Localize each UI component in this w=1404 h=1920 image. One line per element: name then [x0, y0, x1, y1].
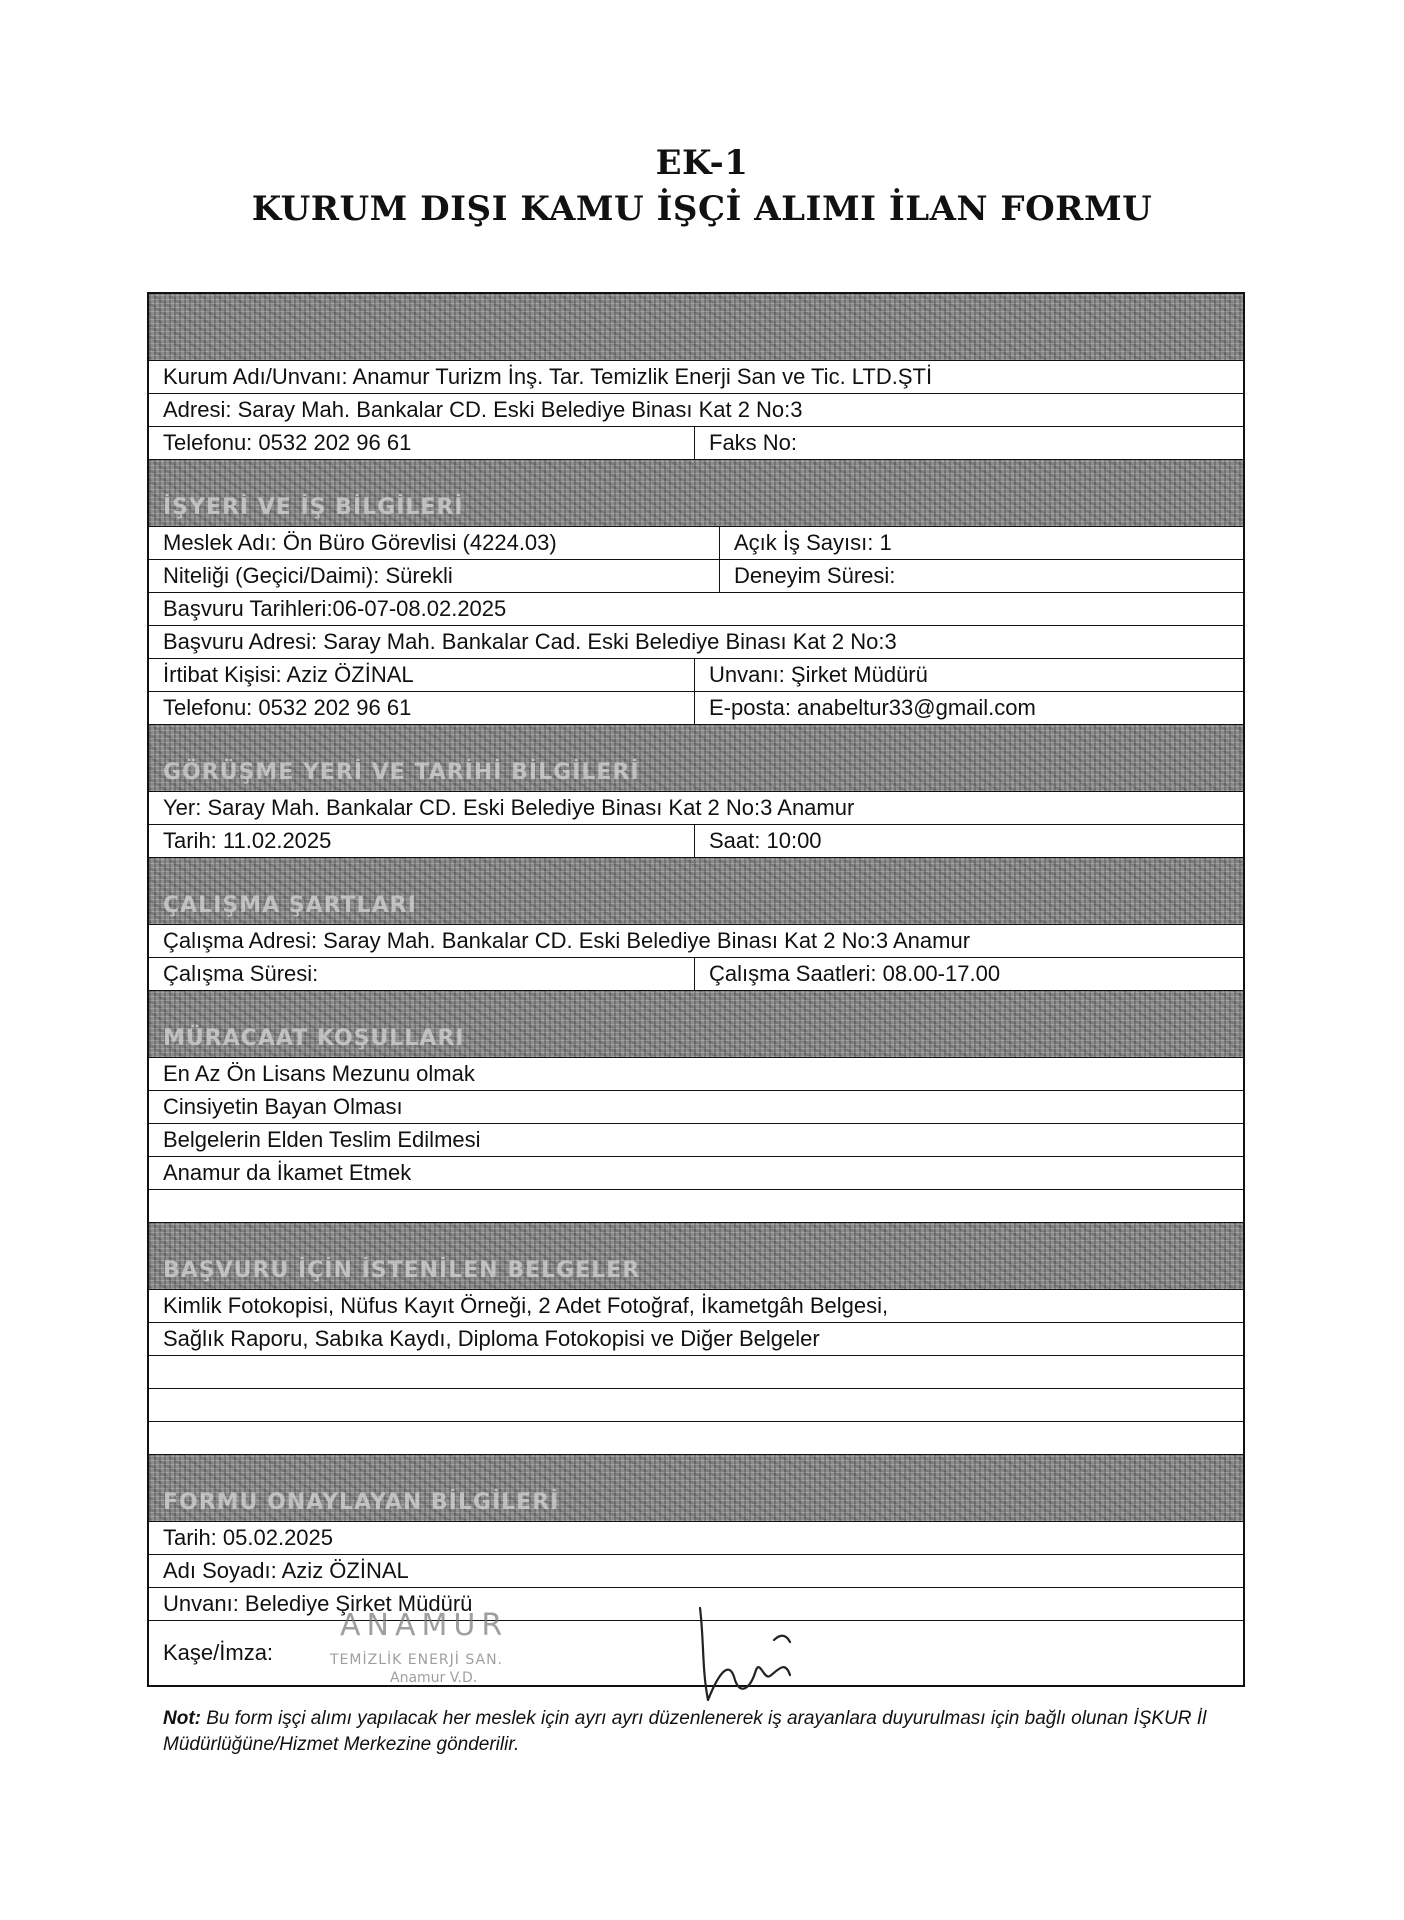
title-main: KURUM DIŞI KAMU İŞÇİ ALIMI İLAN FORMU — [251, 189, 1153, 229]
kurum-telefon: Telefonu: 0532 202 96 61 — [149, 427, 695, 459]
row-meslek — [149, 526, 1243, 559]
onay-tarih: Tarih: 05.02.2025 — [163, 1525, 334, 1550]
list-item — [149, 1090, 1243, 1123]
stamp-line-2: TEMİZLİK ENERJİ SAN. — [330, 1652, 504, 1668]
gorusme-tarih: Tarih: 11.02.2025 — [149, 825, 695, 857]
row-basvuru-tarihleri — [149, 592, 1243, 625]
gorusme-saat: Saat: 10:00 — [709, 828, 822, 853]
row-calisma-adres — [149, 924, 1243, 957]
kosul-2: Cinsiyetin Bayan Olması — [163, 1094, 403, 1119]
section-header-onay — [149, 1454, 1243, 1521]
form-note — [163, 1706, 1253, 1758]
section-label-belgeler: BAŞVURU İÇİN İSTENİLEN BELGELER — [163, 1258, 641, 1283]
irtibat-kisisi: İrtibat Kişisi: Aziz ÖZİNAL — [149, 659, 695, 691]
row-calisma-sure — [149, 957, 1243, 990]
nitelik: Niteliği (Geçici/Daimi): Sürekli — [149, 560, 720, 592]
kosul-3: Belgelerin Elden Teslim Edilmesi — [163, 1127, 481, 1152]
section-label-onay: FORMU ONAYLAYAN BİLGİLERİ — [163, 1490, 560, 1515]
note-text: Bu form işçi alımı yapılacak her meslek için ayrı ayrı düzenlenerek iş arayanlara duyurulması için bağlı olunan İŞKUR İl Müdürlüğüne/Hizmet Merkezine gönderilir. — [163, 1708, 1207, 1755]
belge-1: Kimlik Fotokopisi, Nüfus Kayıt Örneği, 2 Adet Fotoğraf, İkametgâh Belgesi, — [163, 1293, 889, 1318]
kosul-4: Anamur da İkamet Etmek — [163, 1160, 412, 1185]
row-nitelik — [149, 559, 1243, 592]
empty-row — [149, 1189, 1243, 1222]
row-irtibat — [149, 658, 1243, 691]
announcement-form — [147, 292, 1245, 1687]
is-telefon: Telefonu: 0532 202 96 61 — [149, 692, 695, 724]
section-label-calisma: ÇALIŞMA ŞARTLARI — [163, 893, 417, 918]
section-label-gorusme: GÖRÜŞME YERİ VE TARİHİ BİLGİLERİ — [163, 760, 640, 785]
row-onay-unvan — [149, 1587, 1243, 1620]
form-title — [0, 140, 1404, 232]
row-onay-tarih — [149, 1521, 1243, 1554]
kosul-1: En Az Ön Lisans Mezunu olmak — [163, 1061, 475, 1086]
list-item — [149, 1156, 1243, 1189]
section-header-kosullar — [149, 990, 1243, 1057]
kurum-faks: Faks No: — [709, 430, 798, 455]
meslek-adi: Meslek Adı: Ön Büro Görevlisi (4224.03) — [149, 527, 720, 559]
list-item — [149, 1057, 1243, 1090]
row-kase-imza — [149, 1620, 1243, 1685]
row-kurum-adres — [149, 393, 1243, 426]
title-ek: EK-1 — [655, 143, 749, 183]
list-item — [149, 1123, 1243, 1156]
stamp-line-3: Anamur V.D. — [390, 1670, 478, 1686]
gorusme-yer: Yer: Saray Mah. Bankalar CD. Eski Belediye Binası Kat 2 No:3 Anamur — [163, 795, 855, 820]
belge-2: Sağlık Raporu, Sabıka Kaydı, Diploma Fotokopisi ve Diğer Belgeler — [163, 1326, 820, 1351]
calisma-saatleri: Çalışma Saatleri: 08.00-17.00 — [709, 961, 1001, 986]
row-gorusme-zaman — [149, 824, 1243, 857]
row-is-iletisim — [149, 691, 1243, 724]
onay-unvan: Unvanı: Belediye Şirket Müdürü — [163, 1591, 473, 1616]
row-kurum-iletisim — [149, 426, 1243, 459]
empty-row — [149, 1421, 1243, 1454]
stamp-line-1: ANAMUR — [340, 1608, 509, 1643]
basvuru-adresi: Başvuru Adresi: Saray Mah. Bankalar Cad. Eski Belediye Binası Kat 2 No:3 — [163, 629, 897, 654]
note-label: Not: — [163, 1708, 201, 1729]
row-gorusme-yer — [149, 791, 1243, 824]
section-header-gorusme — [149, 724, 1243, 791]
kurum-adi: Kurum Adı/Unvanı: Anamur Turizm İnş. Tar. Temizlik Enerji San ve Tic. LTD.ŞTİ — [163, 364, 933, 389]
kase-imza: Kaşe/İmza: — [163, 1640, 274, 1665]
empty-row — [149, 1355, 1243, 1388]
section-header-kurum — [149, 294, 1243, 360]
onay-adi: Adı Soyadı: Aziz ÖZİNAL — [163, 1558, 409, 1583]
acik-is-sayisi: Açık İş Sayısı: 1 — [734, 530, 892, 555]
section-header-isyeri — [149, 459, 1243, 526]
empty-row — [149, 1388, 1243, 1421]
basvuru-tarihleri: Başvuru Tarihleri:06-07-08.02.2025 — [163, 596, 507, 621]
irtibat-unvan: Unvanı: Şirket Müdürü — [709, 662, 928, 687]
row-onay-adi — [149, 1554, 1243, 1587]
is-eposta: E-posta: anabeltur33@gmail.com — [709, 695, 1036, 720]
kurum-adres: Adresi: Saray Mah. Bankalar CD. Eski Belediye Binası Kat 2 No:3 — [163, 397, 803, 422]
row-kurum-adi — [149, 360, 1243, 393]
section-header-calisma — [149, 857, 1243, 924]
section-label-isyeri: İŞYERİ VE İŞ BİLGİLERİ — [163, 495, 464, 520]
section-header-belgeler — [149, 1222, 1243, 1289]
section-label-kosullar: MÜRACAAT KOŞULLARI — [163, 1026, 465, 1051]
list-item — [149, 1322, 1243, 1355]
calisma-suresi: Çalışma Süresi: — [149, 958, 695, 990]
row-basvuru-adresi — [149, 625, 1243, 658]
calisma-adres: Çalışma Adresi: Saray Mah. Bankalar CD. Eski Belediye Binası Kat 2 No:3 Anamur — [163, 928, 971, 953]
list-item — [149, 1289, 1243, 1322]
deneyim-suresi: Deneyim Süresi: — [734, 563, 896, 588]
